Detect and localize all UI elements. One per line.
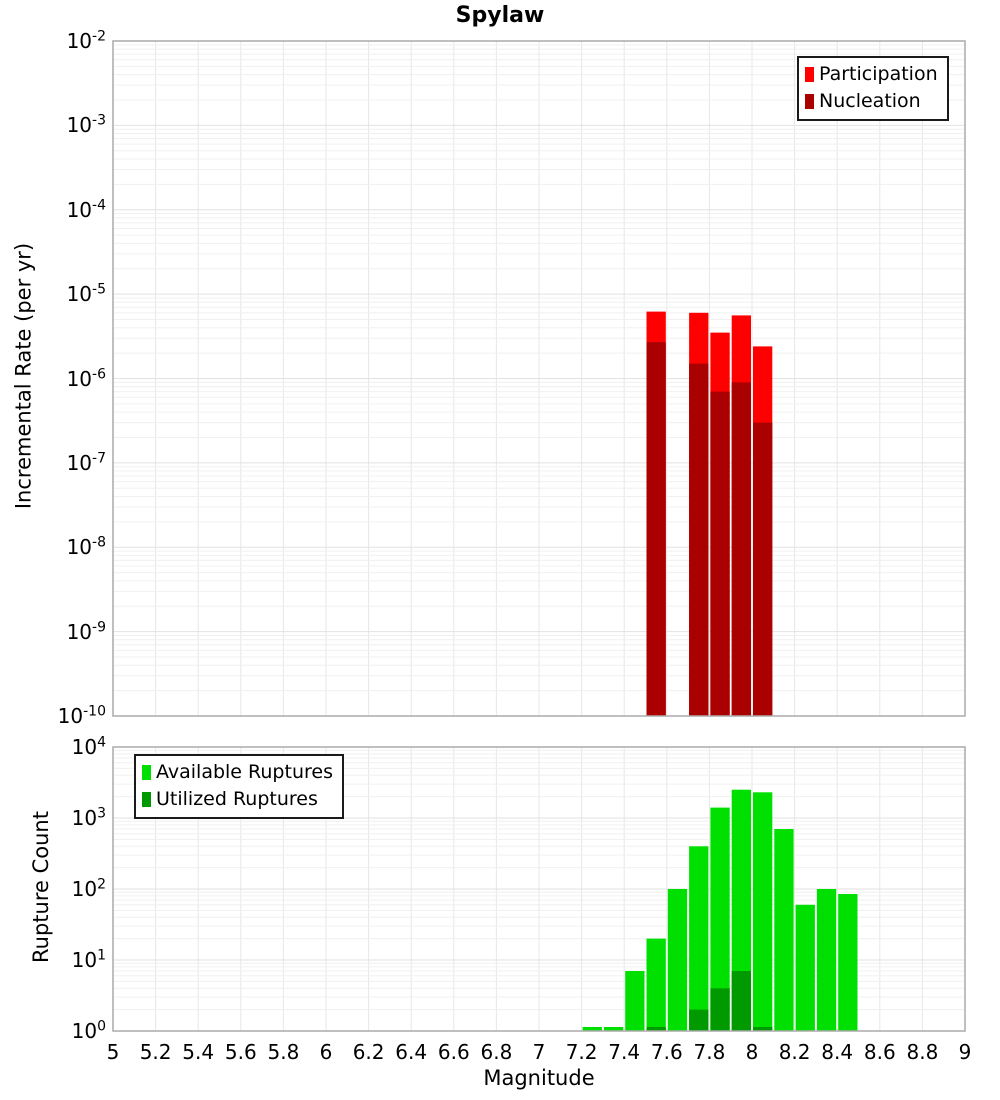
bar [796,905,815,1031]
x-tick-label: 7.8 [693,1040,726,1064]
bar [732,971,751,1031]
x-tick-label: 6.8 [480,1040,513,1064]
bar [647,342,666,716]
legend-rate [797,56,949,121]
y-tick-label: $10^{-6}$ [66,365,106,391]
x-tick-label: 8.2 [778,1040,811,1064]
legend-label-participation: Participation [819,63,938,85]
y-axis-label-incremental-rate: Incremental Rate (per yr) [11,242,36,510]
bar [838,894,857,1031]
x-tick-label: 8.8 [906,1040,939,1064]
x-tick-label: 5.2 [139,1040,172,1064]
bar [668,889,687,1031]
y-tick-label: $10^{-4}$ [66,197,106,222]
y-tick-label: $10^{-9}$ [66,618,106,644]
x-tick-label: 9 [958,1040,972,1064]
bar [817,889,836,1031]
y-tick-label: $10^0$ [71,1018,106,1043]
y-tick-label: $10^{-7}$ [66,450,106,475]
chart-title: Spylaw [455,3,545,28]
utilized-ruptures-swatch [142,792,151,807]
bar [732,382,751,716]
x-tick-label: 8.6 [863,1040,896,1064]
bar [753,792,772,1031]
x-tick-label: 5.4 [182,1040,215,1064]
x-axis-label: Magnitude [483,1066,595,1090]
x-tick-label: 6.2 [352,1040,385,1064]
x-tick-label: 6.4 [395,1040,428,1064]
bar [710,392,729,716]
bar [753,423,772,716]
legend-label-utilized-ruptures: Utilized Ruptures [156,788,318,810]
x-tick-label: 5.8 [267,1040,300,1064]
incremental-rate-gridlines [113,41,965,716]
legend-label-nucleation: Nucleation [819,90,921,112]
legend-item-participation [805,61,938,88]
x-tick-label: 6 [319,1040,333,1064]
legend-item-nucleation [805,88,938,115]
y-tick-label: $10^{-2}$ [66,28,106,53]
x-tick-label: 8.4 [821,1040,854,1064]
bar [689,364,708,716]
y-tick-label: $10^1$ [71,947,106,972]
bar [689,1010,708,1031]
x-tick-label: 7.6 [650,1040,683,1064]
x-tick-label: 8 [745,1040,759,1064]
legend-item-available-ruptures [142,759,333,786]
y-tick-label: $10^3$ [71,805,106,830]
x-tick-label: 7.4 [608,1040,641,1064]
x-tick-label: 5 [106,1040,120,1064]
legend-ruptures [134,754,344,819]
bar [647,939,666,1031]
x-tick-label: 6.6 [437,1040,470,1064]
nucleation-swatch [805,94,814,109]
bar [710,988,729,1031]
y-tick-label: $10^4$ [71,734,106,759]
x-tick-label: 5.6 [224,1040,257,1064]
participation-swatch [805,67,814,82]
legend-item-utilized-ruptures [142,786,333,813]
y-tick-label: $10^{-5}$ [66,281,106,307]
x-tick-label: 7.2 [565,1040,598,1064]
y-tick-label: $10^2$ [71,876,106,901]
y-axis-label-rupture-count: Rupture Count [29,811,53,963]
y-tick-label: $10^{-10}$ [57,703,106,728]
available-ruptures-swatch [142,765,151,780]
bar [625,971,644,1031]
legend-label-available-ruptures: Available Ruptures [156,761,333,783]
bar [774,829,793,1031]
x-tick-label: 7 [532,1040,546,1064]
y-tick-label: $10^{-8}$ [66,534,106,560]
bar [689,846,708,1031]
y-tick-label: $10^{-3}$ [66,112,106,138]
